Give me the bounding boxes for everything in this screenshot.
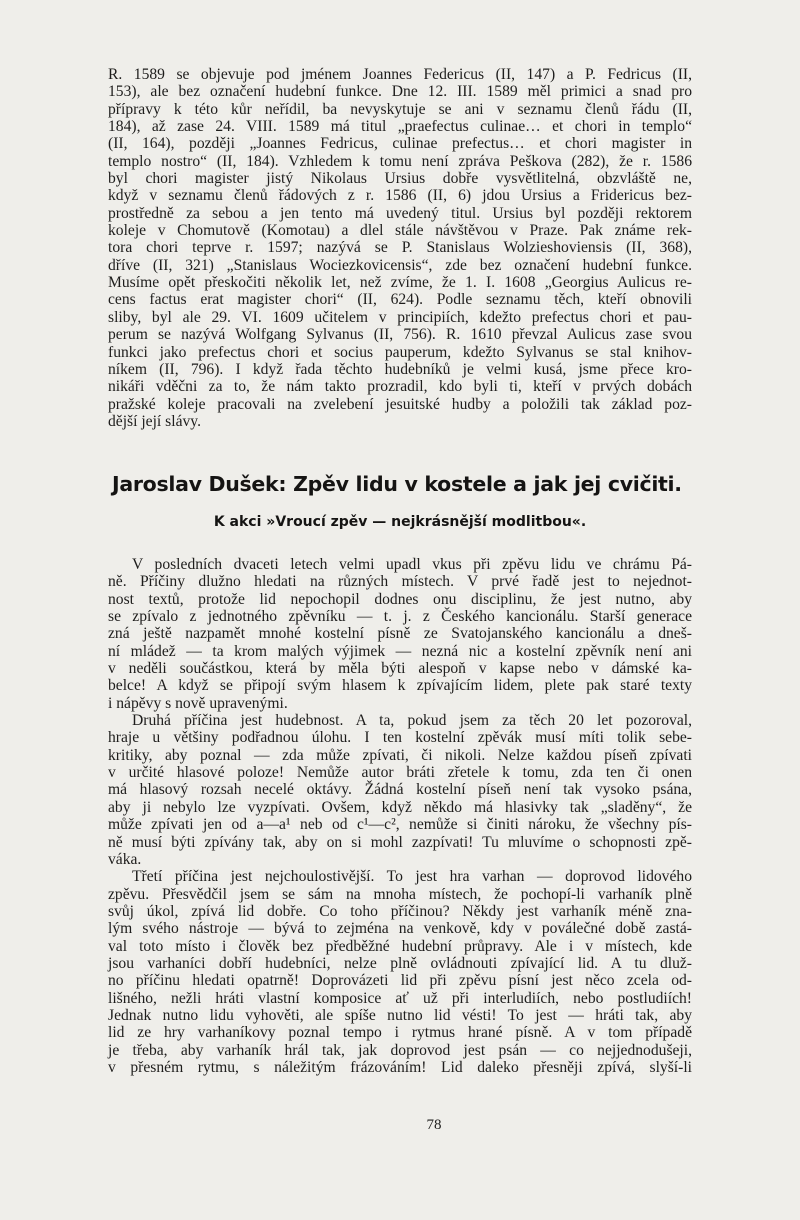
text-line: Musíme opět přeskočiti několik let, než zvíme, že 1. I. 1608 „Georgius Aulicus re- [108, 274, 692, 292]
text-line: ně. Příčiny dlužno hledati na různých místech. V prvé řadě jest to nejednot- [108, 573, 692, 591]
text-line: lid ze hry varhaníkovy poznal tempo i rytmus hrané písně. A v tom případě [108, 1024, 692, 1042]
text-line: byl chori magister jistý Nikolaus Ursius dobře vysvětlitelná, obzvláště ne, [108, 170, 692, 188]
text-line: ní mládež — ta krom malých výjimek — nezná nic a kostelní zpěvník není ani [108, 642, 692, 660]
text-line: tora chori teprve r. 1597; nazývá se P. Stanislaus Wolzieshoviensis (II, 368), [108, 239, 692, 257]
text-line: dější její slávy. [108, 412, 201, 430]
text-line: i nápěvy s nově upravenými. [108, 694, 288, 712]
text-line: perum se nazývá Wolfgang Sylvanus (II, 756). R. 1610 převzal Aulicus zase svou [108, 326, 692, 344]
text-line: cens factus erat magister chori“ (II, 624). Podle seznamu těch, kteří obnovili [108, 291, 692, 309]
text-line: v přesném rytmu, s náležitým frázováním! Lid daleko přesněji zpívá, slyší-li [108, 1058, 692, 1076]
text-line: lým svého nástroje — bývá to zejména na venkově, kdy v poválečné době zastá- [108, 920, 692, 938]
text-line: nikáři vděčni za to, že nám takto prozradil, kdo byli ti, kteří v prvých dobách [108, 378, 692, 396]
text-line: v neděli součástkou, která by měla býti alespoň v kapse nebo v dámské ka- [108, 660, 692, 678]
text-line: nost textů, protože lid nepochopil dodnes onu disciplinu, že jest nutno, aby [108, 590, 692, 608]
text-line: R. 1589 se objevuje pod jménem Joannes Federicus (II, 147) a P. Fedricus (II, [108, 66, 692, 83]
text-line: váka. [108, 850, 142, 868]
paragraph [108, 66, 692, 430]
text-line: když v seznamu členů řádových z r. 1586 (II, 6) jdou Ursius a Fridericus bez- [108, 187, 692, 205]
text-line: 184), až zase 24. VIII. 1589 má titul „praefectus culinae… et chori in templo“ [108, 118, 692, 136]
text-line: níkem (II, 796). I když řada těchto hudebníků je velmi kusá, jsme přece kro- [108, 360, 692, 378]
text-line: se zpívalo z jednotného zpěvníku — t. j. z Českého kancionálu. Starší generace [108, 608, 692, 626]
text-line: funkci jako prefectus chori et socius pauperum, kdežto Sylvanus se stal knihov- [108, 343, 692, 361]
text-line: lišného, nežli hráti vlastní komposice ať už při interludiích, nebo postludiích! [108, 989, 692, 1007]
text-line: templo nostro“ (II, 184). Vzhledem k tomu není zpráva Peškova (282), že r. 1586 [108, 152, 692, 170]
text-line: belce! A když se připojí svým hlasem k zpívajícím lidem, plete pak staré texty [108, 677, 692, 695]
article-subtitle: K akci »Vroucí zpěv — nejkrásnější modlitbou«. [213, 514, 587, 530]
article-title: Jaroslav Dušek: Zpěv lidu v kostele a jak jej cvičiti. [112, 472, 682, 496]
paragraph [108, 556, 692, 712]
text-line: je třeba, aby varhaník hrál tak, jak doprovod jest psán — co nejjednodušeji, [108, 1041, 692, 1059]
text-line: přípravy k této kůr neřídil, ba nevyskytuje se ani v seznamu členů řádu (II, [108, 100, 692, 118]
text-line: Druhá příčina jest hudebnost. A ta, pokud jsem za těch 20 let pozoroval, [132, 712, 692, 730]
text-line: zpěvu. Přesvědčil jsem se sám na mnoha místech, že pochopí-li varhaník plně [108, 885, 692, 903]
text-line: hraje u většiny podřadnou úlohu. I ten kostelní zpěvák musí míti tolik sebe- [108, 729, 692, 747]
text-line: dříve (II, 321) „Stanislaus Wociezkovicensis“, zde bez označení hudební funkce. [108, 256, 692, 274]
text-line: sliby, byl ale 29. VI. 1609 učitelem v principiích, kdežto prefectus chori et pau- [108, 308, 692, 326]
text-line: no příčinu hledati opatrně! Doprovázeti lid při zpěvu písní jest něco zcela od- [108, 972, 692, 990]
article-body [108, 556, 692, 1076]
text-line: může zpívati jen od a—a¹ neb od c¹—c², nemůže si činiti nároku, že všechny pís- [108, 816, 692, 834]
text-line: aby ji nebylo lze vyzpívati. Ovšem, když někdo má hlasivky tak „sladěny“, že [108, 798, 692, 816]
text-line: val toto místo i člověk bez předběžné hudební průpravy. Ale i v místech, kde [108, 937, 692, 955]
text-line: prostředně za sebou a jen tento má uvedený titul. Ursius byl později rektorem [108, 204, 692, 222]
text-line: jsou varhaníci dobří hudebníci, nelze plně ovládnouti zpívající lid. A tu dluž- [108, 954, 692, 972]
text-line: 153), ale bez označení hudební funkce. Dne 12. III. 1589 měl primici a snad pro [108, 83, 692, 101]
text-line: V posledních dvaceti letech velmi upadl vkus při zpěvu lidu ve chrámu Pá- [132, 556, 692, 573]
text-line: (II, 164), později „Joannes Fedricus, culinae prefectus… et chori magister in [108, 135, 692, 153]
text-line: Jednak nutno lidu vyhověti, ale spíše nutno lid vésti! To jest — hráti tak, aby [108, 1006, 692, 1024]
text-line: pražské koleje pracovali na zvelebení jesuitské hudby a položili tak základ poz- [108, 395, 692, 413]
text-line: zná ještě nazpamět mnohé kostelní písně ze Svatojanského kancionálu a dneš- [108, 625, 692, 643]
text-line: ně musí býti zpívány tak, aby on si mohl zazpívati! Tu mluvíme o schopnosti zpě- [108, 833, 692, 851]
text-line: koleje v Chomutově (Komotau) a dlel stále návštěvou v Praze. Pak známe rek- [108, 222, 692, 240]
text-line: svůj úkol, zpívá lid dobře. Co toho příčinou? Někdy jest varhaník méně zna- [108, 902, 692, 920]
text-line: má hlasový rozsah necelé oktávy. Žádná kostelní píseň není tak vysoko psána, [108, 781, 692, 799]
previous-article-continuation [108, 66, 692, 430]
page-number: 78 [426, 1117, 442, 1133]
text-line: kritiky, aby poznal — zda může zpívati, či nikoli. Nelze každou píseň zpívati [108, 746, 692, 764]
paragraph [108, 712, 692, 868]
paragraph [108, 868, 692, 1076]
text-line: Třetí příčina jest nejchoulostivější. To jest hra varhan — doprovod lidového [132, 868, 692, 886]
text-line: v určité hlasové poloze! Nemůže autor bráti zřetele k tomu, zda ten či onen [108, 764, 692, 782]
